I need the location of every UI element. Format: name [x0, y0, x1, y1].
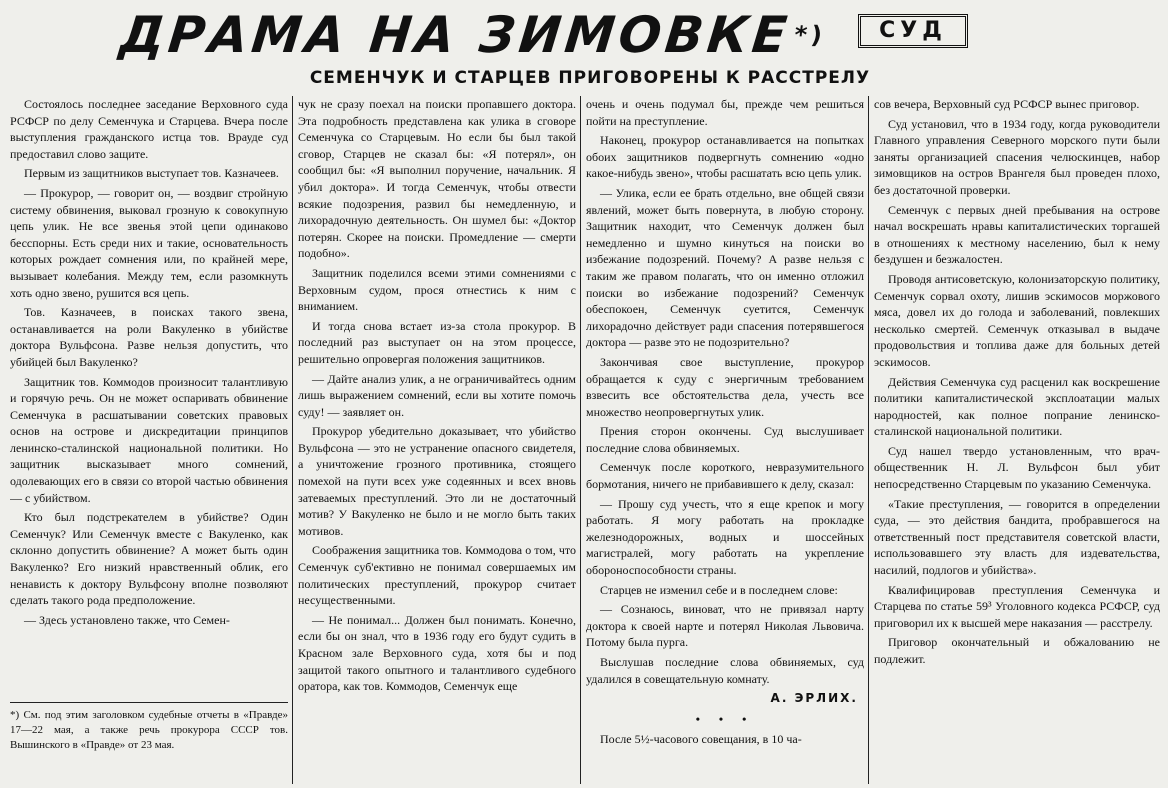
paragraph: И тогда снова встает из-за стола прокурор. В последний раз выступает он на этом процессе, решительно опровергая положения защитников. — [298, 318, 576, 366]
article-subheadline: СЕМЕНЧУК И СТАРЦЕВ ПРИГОВОРЕНЫ К РАССТРЕЛУ — [309, 68, 871, 88]
paragraph: — Прокурор, — говорит он, — воздвиг стройную систему обвинения, выковал грозную к совокупную цепь улик. Не все звенья этой цепи одинаково бесспорны. Есть среди них и такие, основательность которых рождает сомнения или, по крайней мере, вызывает колебания. Между тем, если разомкнуть хоть одно звено, рушится вся цепь. — [10, 185, 288, 300]
author-signature: А. ЭРЛИХ. — [770, 691, 858, 706]
paragraph: Первым из защитников выступает тов. Казначеев. — [24, 166, 279, 181]
paragraph: «Такие преступления, — говорится в определении суда, — это действия бандита, пробравшегося на ответственный пост представителя советской власти, использовавшего эту власть для издевательства, насилий, подлогов и убийства». — [874, 496, 1160, 578]
paragraph: Квалифицировав преступления Семенчука и Старцева по статье 59³ Уголовного кодекса РСФСР, суд приговорил их к высшей мере наказания — расстрелу. — [874, 582, 1160, 630]
paragraph: Действия Семенчука суд расценил как воскрешение политики капиталистической эксплоатации малых народностей, как полное попрание ленинско-сталинской национальной политики. — [874, 374, 1160, 439]
paragraph: Суд нашел твердо установленным, что врач-общественник Н. Л. Вульфсон был убит непосредственно Старцевым по указанию Семенчука. — [874, 443, 1160, 492]
article-column-3 — [586, 96, 864, 784]
footnote-divider — [10, 702, 288, 703]
paragraph: — Здесь установлено также, что Семен- — [24, 612, 230, 627]
paragraph: Наконец, прокурор останавливается на попытках обоих защитников подвергнуть сомнению «одно какое-нибудь звено», чтобы расшатать всю цепь улик. — [586, 133, 864, 181]
paragraph: очень и очень подумал бы, прежде чем решиться пойти на преступление. — [586, 97, 864, 128]
paragraph: Проводя антисоветскую, колонизаторскую политику, Семенчук сорвал охоту, лишив эскимосов моржового мяса, довел их до голода и заболеваний, повлекших несколько смертей. Семенчук отказывал в выдаче продовольствия и топлива даже для больных детей эскимосов. — [874, 271, 1160, 369]
paragraph: Суд установил, что в 1934 году, когда руководители Главного управления Северного морского пути были заняты организацией спасения челюскинцев, набор зимовщиков на остров Врангеля был проведен плохо, без достаточной проверки. — [874, 116, 1160, 197]
paragraph: — Улика, если ее брать отдельно, вне общей связи явлений, может быть повернута, в любую сторону. Защитник находит, что Семенчук должен был немедленно и шумно кинуться на поиски во избежание подозрений. Почему? А разве нельзя с таким же правом полагать, что он именно отложил поиски во избежание подозрений? Семенчук обеспокоен, Семенчук суетится, Семенчук лихорадочно действует ради спасения потерявшегося доктора — разве это не подозрительно? — [586, 185, 864, 350]
paragraph: Старцев не изменил себе и в последнем слове: — [600, 582, 838, 597]
article-column-2 — [298, 96, 576, 784]
article-headline — [117, 4, 844, 66]
paragraph: Семенчук после короткого, невразумительного бормотания, ничего не прибавившего к делу, сказал: — [586, 460, 864, 492]
paragraph: Семенчук с первых дней пребывания на острове начал воскрешать нравы капиталистических торгашей в отношениях к местному населению, был к нему бездушен и безжалостен. — [874, 202, 1160, 267]
column-divider — [868, 96, 869, 784]
paragraph: Прокурор убедительно доказывает, что убийство Вульфсона — это не устранение опасного свидетеля, а уничтожение грозного противника, стоящего помехой на пути всех уже содеянных и всех вновь затеваемых преступлений. Это ли не достаточный мотив? У Вакуленко не было и не могло быть таких мотивов. — [298, 424, 576, 538]
paragraph: — Не понимал... Должен был понимать. Конечно, если бы он знал, что в 1936 году его будут судить в Красном зале Верховного суда, хотя бы и под защитой такого опытного и талантливого судебного оратора, как тов. Коммодов, Семенчук еще — [298, 612, 576, 694]
paragraph: После 5½-часового совещания, в 10 ча- — [600, 732, 802, 747]
paragraph: сов вечера, Верховный суд РСФСР вынес приговор. — [874, 97, 1140, 111]
paragraph: Выслушав последние слова обвиняемых, суд удалился в совещательную комнату. — [586, 655, 864, 686]
paragraph: чук не сразу поехал на поиски пропавшего доктора. Эта подробность представлена как улика в сговоре Семенчука со Старцевым. Но если бы был такой сговор, Старцев не сказал бы: «Я потерял», он сообщил бы: «Я выполнил поручение, начальник. Я убил доктора». И тогда Семенчук, чтобы отвести всякие подозрения, развил бы немедленную, и лихорадочную деятельность. Он шумел бы: «Доктор потерян. Скорее на поиски. Промедление — смерти подобно». — [298, 97, 576, 261]
paragraph: Кто был подстрекателем в убийстве? Один Семенчук? Или Семенчук вместе с Вакуленко, как склонно допустить обвинение? А может быть один Вакуленко? Его низкий нравственный облик, его ненависть к доктору Вульфсону вполне позволяют сделать такого рода предположение. — [10, 510, 288, 608]
headline-text: ДРАМА НА ЗИМОВКЕ — [116, 6, 794, 64]
headline-footnote-mark: *) — [792, 21, 828, 49]
article-column-4 — [874, 96, 1160, 784]
paragraph: Прения сторон окончены. Суд выслушивает последние слова обвиняемых. — [586, 424, 864, 455]
paragraph: — Сознаюсь, виноват, что не привязал нарту доктора к своей нарте и потерял Николая Львовича. Потому была пурга. — [586, 602, 864, 650]
paragraph: Тов. Казначеев, в поисках такого звена, останавливается на роли Вакуленко в убийстве доктора Вульфсона. Разве нельзя допустить, что убийцей был Вакуленко? — [10, 305, 288, 369]
paragraph: Приговор окончательный и обжалованию не подлежит. — [874, 635, 1160, 666]
section-rubric: СУД — [858, 14, 968, 48]
column-divider — [292, 96, 293, 784]
footnote: *) См. под этим заголовком судебные отчеты в «Правде» 17—22 мая, а также речь прокурора СССР тов. Вышинского в «Правде» от 23 мая. — [10, 709, 288, 751]
paragraph: Закончивая свое выступление, прокурор обращается к суду с энергичным требованием взвесить все обстоятельства дела, учесть все множество неопровергнутых улик. — [586, 354, 864, 419]
paragraph: Защитник тов. Коммодов произносит талантливую и горячую речь. Он не может оспаривать обвинение Семенчука в расшатывании советских правовых основ на острове и дискредитации принципов ленинско-сталинской национальной политики. Но защитник высказывает много сомнений, одолевающих его в связи со второй частью обвинения — с убийством. — [10, 374, 288, 505]
section-separator: • • • — [695, 711, 755, 726]
paragraph: Защитник поделился всеми этими сомнениями с Верховным судом, прося отнестись к ним с вниманием. — [298, 265, 576, 314]
paragraph: — Прошу суд учесть, что я еще крепок и могу работать. Я могу работать на прокладке железнодорожных, водных и шоссейных магистралей, могу работать на укрепление обороноспособности страны. — [586, 496, 864, 578]
paragraph: Состоялось последнее заседание Верховного суда РСФСР по делу Семенчука и Старцева. Вчера после выступления гражданского истца тов. Враудe суд предоставил слово защите. — [10, 97, 288, 161]
paragraph: Соображения защитника тов. Коммодова о том, что Семенчук суб'ективно не понимал совершаемых им политических преступлений, прокурор считает несущественными. — [298, 543, 576, 608]
paragraph: — Дайте анализ улик, а не ограничивайтесь одним лишь выражением сомнений, если вы хотите помочь суду! — заявляет он. — [298, 371, 576, 419]
article-column-1 — [10, 96, 288, 700]
column-divider — [580, 96, 581, 784]
